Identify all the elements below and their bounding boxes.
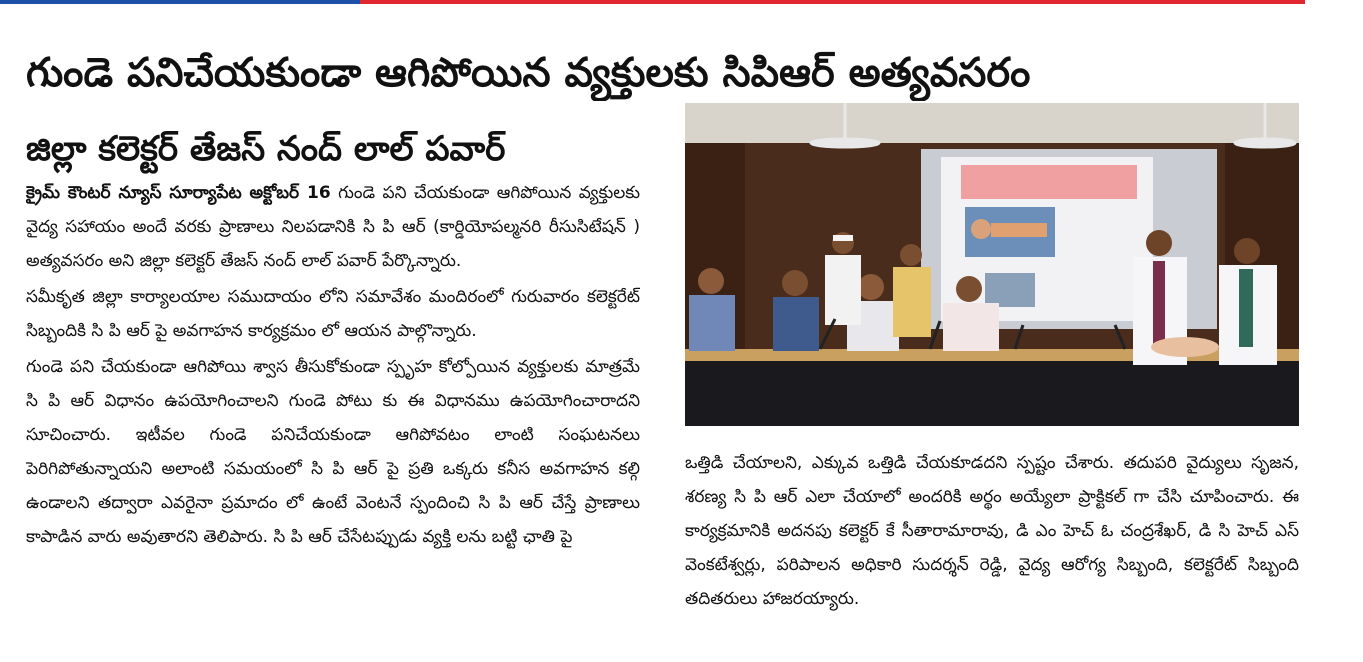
event-photo-illustration	[685, 103, 1299, 426]
article-paragraph-1	[26, 176, 640, 278]
event-photo	[685, 103, 1299, 426]
article-paragraph-3: గుండె పని చేయకుండా ఆగిపోయి శ్వాస తీసుకోకుండా స్పృహ కోల్పోయిన వ్యక్తులకు మాత్రమే సి పి ఆర్ విధానం ఉపయోగించాలని గుండె పోటు కు ఈ విధానము ఉపయోగించారాదని సూచించారు. ఇటీవల గుండె పనిచేయకుండా ఆగిపోవటం లాంటి సంఘటనలు పెరిగిపోతున్నాయని అలాంటి సమయంలో సి పి ఆర్ పై ప్రతి ఒక్కరు కనీస అవగాహన కల్గి ఉండాలని తద్వారా ఎవరైనా ప్రమాదం లో ఉంటే వెంటనే స్పందించి సి పి ఆర్ చేస్తే ప్రాణాలు కాపాడిన వారు అవుతారని తెలిపారు. సి పి ఆర్ చేసేటప్పుడు వ్యక్తి లను బట్టి ఛాతి పై	[26, 357, 640, 547]
article-paragraph-2: సమీకృత జిల్లా కార్యాలయాల సముదాయం లోని సమావేశం మందిరంలో గురువారం కలెక్టరేట్ సిబ్బందికి సి పి ఆర్ పై అవగాహన కార్యక్రమం లో ఆయన పాల్గొన్నారు.	[26, 287, 640, 341]
dateline: క్రైమ్ కౌంటర్ న్యూస్ సూర్యాపేట అక్టోబర్ 16	[26, 183, 331, 203]
top-accent-bar-blue	[0, 0, 360, 4]
article-body-right-column	[685, 446, 1299, 656]
article-continuation: ఒత్తిడి చేయాలని, ఎక్కువ ఒత్తిడి చేయకూడదని స్పష్టం చేశారు. తదుపరి వైద్యులు సృజన, శరణ్య సి పి ఆర్ ఎలా చేయాలో అందరికి అర్థం అయ్యేలా ప్రాక్టికల్ గా చేసి చూపించారు. ఈ కార్యక్రమానికి అదనపు కలెక్టర్ కే సీతారామారావు, డి ఎం హెచ్ ఓ చంద్రశేఖర్, డి సి హెచ్ ఎస్ వెంకటేశ్వర్లు, పరిపాలన అధికారి సుదర్శన్ రెడ్డి, వైద్య ఆరోగ్య సిబ్బంది, కలెక్టరేట్ సిబ్బంది తదితరులు హాజరయ్యారు.	[685, 453, 1299, 609]
subheadline: జిల్లా కలెక్టర్ తేజస్ నంద్ లాల్ పవార్	[26, 129, 506, 170]
paragraph-1-text: గుండె పని చేయకుండా ఆగిపోయిన వ్యక్తులకు వైద్య సహాయం అందే వరకు ప్రాణాలు నిలపడానికి సి పి ఆర్ (కార్డియోపల్మనరి రీసుసిటేషన్ ) అత్యవసరం అని జిల్లా కలెక్టర్ తేజస్ నంద్ లాల్ పవార్ పేర్కొన్నారు.	[26, 183, 640, 271]
top-accent-bar-red	[360, 0, 1305, 4]
article-body-left-column	[26, 176, 640, 656]
headline: గుండె పనిచేయకుండా ఆగిపోయిన వ్యక్తులకు సిపిఆర్ అత్యవసరం	[26, 49, 1031, 96]
